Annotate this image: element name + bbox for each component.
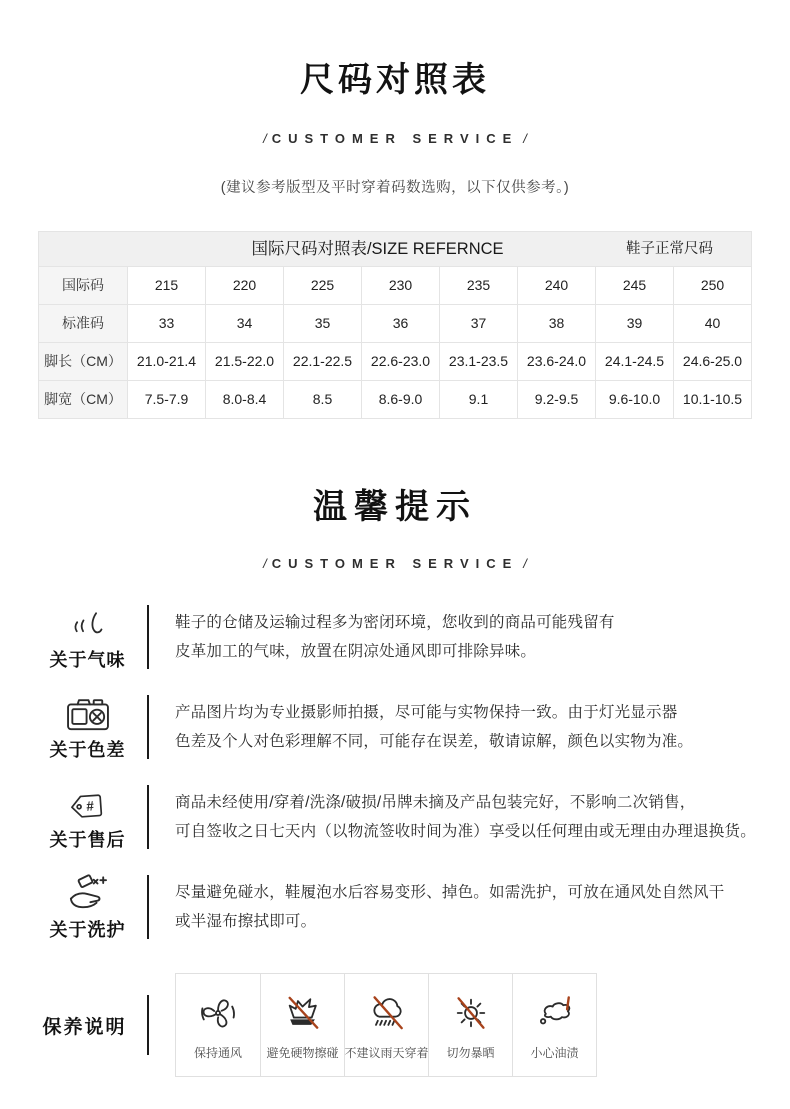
customer-service-subtitle [0,131,790,146]
table-cell: 215 [127,267,205,304]
table-cell: 8.6-9.0 [361,381,439,418]
table-cell: 250 [673,267,751,304]
table-cell: 33 [127,305,205,342]
table-row [39,342,751,380]
row-label: 脚长（CM） [39,343,127,380]
tip-text-line: 皮革加工的气味，放置在阴凉处通风即可排除异味。 [175,643,537,660]
no-rain-icon [365,989,409,1037]
size-chart-section [0,0,790,419]
tip-item-aftersales [0,783,790,851]
tip-left-aftersales [0,782,147,852]
table-cell: 21.0-21.4 [127,343,205,380]
table-cell: 235 [439,267,517,304]
table-cell: 8.5 [283,381,361,418]
slash-decoration: / [263,556,267,571]
table-cell: 23.1-23.5 [439,343,517,380]
table-cell: 245 [595,267,673,304]
tip-item-washcare [0,873,790,941]
table-cell: 39 [595,305,673,342]
vertical-divider [147,995,149,1055]
page-title: 尺码对照表 [300,61,490,99]
care-label: 保养说明 [42,1016,127,1038]
care-item-no-sun [428,974,512,1076]
camera-icon [65,692,111,732]
table-cell: 240 [517,267,595,304]
care-item-label: 保持通风 [193,1046,242,1060]
tip-text [149,698,790,756]
table-row [39,266,751,304]
table-cell: 22.6-23.0 [361,343,439,380]
table-cell: 35 [283,305,361,342]
table-cell: 9.1 [439,381,517,418]
care-item-label: 切勿暴晒 [446,1046,495,1060]
tips-title: 温馨提示 [313,488,477,526]
subtitle-text: CUSTOMER SERVICE [271,556,519,571]
care-item-no-rain [344,974,428,1076]
table-cell: 9.6-10.0 [595,381,673,418]
subtitle-text: CUSTOMER SERVICE [271,131,519,146]
tip-text-line: 产品图片均为专业摄影师拍摄，尽可能与实物保持一致。由于灯光显示器 [175,704,678,721]
tip-text-line: 商品未经使用/穿着/洗涤/破损/吊牌未摘及产品包装完好，不影响二次销售， [175,794,696,811]
price-tag-icon [66,782,110,822]
tip-left-color [0,692,147,762]
size-table-header [39,232,751,266]
smell-icon [66,602,110,642]
care-item-ventilate [176,974,260,1076]
table-cell: 40 [673,305,751,342]
tip-label: 关于洗护 [49,920,126,940]
tips-section [0,479,790,1077]
tip-text-line: 鞋子的仓储及运输过程多为密闭环境，您收到的商品可能残留有 [175,614,615,631]
table-cell: 8.0-8.4 [205,381,283,418]
customer-service-subtitle [0,556,790,571]
tip-item-color [0,693,790,761]
oil-stain-icon [533,989,577,1037]
no-sun-icon [449,989,493,1037]
table-row [39,380,751,418]
table-cell: 24.6-25.0 [673,343,751,380]
table-cell: 22.1-22.5 [283,343,361,380]
tip-text-line: 尽量避免碰水，鞋履泡水后容易变形、掉色。如需洗护，可放在通风处自然风干 [175,884,725,901]
table-cell: 24.1-24.5 [595,343,673,380]
table-cell: 230 [361,267,439,304]
care-left [0,1012,147,1039]
tip-text-line: 或半湿布擦拭即可。 [175,913,317,930]
care-item-no-hard-objects [260,974,344,1076]
slash-decoration: / [263,131,267,146]
care-item-label: 避免硬物擦碰 [266,1046,339,1060]
tip-left-washcare [0,872,147,942]
table-row [39,304,751,342]
tip-text [149,788,790,846]
hand-wash-icon [65,872,111,912]
size-advice-note: (建议参考版型及平时穿着码数选购，以下仅供参考。) [220,180,570,196]
row-label: 标准码 [39,305,127,342]
tip-text-line: 色差及个人对色彩理解不同，可能存在误差，敬请谅解，颜色以实物为准。 [175,733,694,750]
table-cell: 220 [205,267,283,304]
row-label: 国际码 [39,267,127,304]
tip-text [149,608,790,666]
table-cell: 21.5-22.0 [205,343,283,380]
care-item-oil-stain [512,974,596,1076]
slash-decoration: / [523,131,527,146]
tip-label: 关于售后 [49,830,126,850]
table-cell: 37 [439,305,517,342]
care-icon-box [175,973,597,1077]
table-cell: 34 [205,305,283,342]
tip-left-odor [0,602,147,672]
care-item-label: 小心油渍 [530,1046,579,1060]
table-cell: 36 [361,305,439,342]
tip-text [149,878,790,936]
table-cell: 7.5-7.9 [127,381,205,418]
svg-text:#: # [85,798,94,814]
tip-text-line: 可自签收之日七天内（以物流签收时间为准）享受以任何理由或无理由办理退换货。 [175,823,756,840]
size-table-header-title: 国际尺码对照表/SIZE REFERNCE [251,240,504,258]
care-item-label: 不建议雨天穿着 [344,1046,429,1060]
tip-label: 关于气味 [49,650,126,670]
no-hard-object-icon [281,989,325,1037]
tip-item-odor [0,603,790,671]
table-cell: 9.2-9.5 [517,381,595,418]
tips-list [0,603,790,941]
row-label: 脚宽（CM） [39,381,127,418]
tip-label: 关于色差 [49,740,126,760]
table-cell: 23.6-24.0 [517,343,595,380]
size-table [38,231,752,419]
care-instructions [0,973,790,1077]
table-cell: 225 [283,267,361,304]
table-cell: 38 [517,305,595,342]
fan-icon [196,989,240,1037]
slash-decoration: / [523,556,527,571]
size-table-header-right: 鞋子正常尺码 [626,241,713,257]
table-cell: 10.1-10.5 [673,381,751,418]
